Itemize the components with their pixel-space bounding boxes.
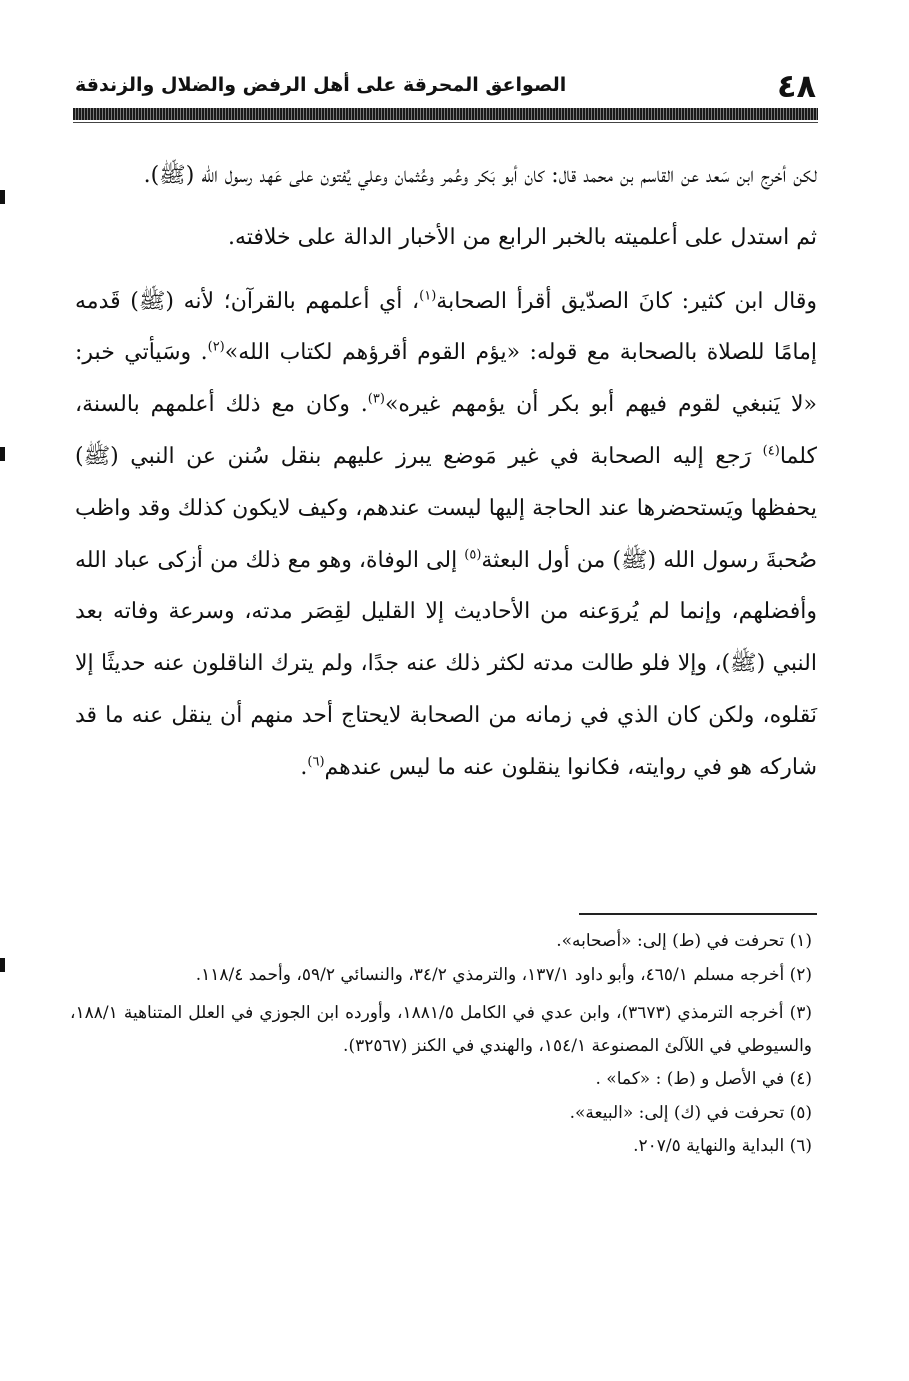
paragraph-3 [75, 276, 817, 794]
footnote-ref-4: (٤) [762, 443, 780, 459]
footnotes [70, 925, 812, 1164]
footnote-1: (١) تحرفت في (ط) إلى: «أصحابه». [556, 931, 812, 951]
header-rule-thin [73, 122, 818, 123]
footnote-2: (٢) أخرجه مسلم ٤٦٥/١، وأبو داود ١٣٧/١، والترمذي ٣٤/٢، والنسائي ٥٩/٢، وأحمد ١١٨/٤. [195, 964, 812, 985]
margin-mark [0, 447, 5, 461]
footnote-5: (٥) تحرفت في (ك) إلى: «البيعة». [569, 1102, 812, 1123]
footnote-6: (٦) البداية والنهاية ٢٠٧/٥. [633, 1136, 812, 1156]
margin-mark [0, 190, 5, 204]
paragraph-3-text: رَجع إليه الصحابة في غير مَوضع يبرز عليهم بنقل سُنن عن النبي (ﷺ) يحفظها ويَستحضرها عند الحاجة إليها ليست عندهم، وكيف لايكون كذلك وقد واظب صُحبةَ رسول الله (ﷺ) من أول البعثة [75, 443, 817, 573]
paragraph-3-text: ، أي أعلمهم بالقرآن؛ لأنه (ﷺ) قَدمه إمامًا للصلاة بالصحابة مع قوله: «يؤم القوم أقرؤهم لكتاب الله» [75, 288, 817, 366]
main-text [75, 150, 817, 794]
footnote-4: (٤) في الأصل و (ط) : «كما» . [595, 1069, 812, 1089]
footnote-ref-1: (١) [419, 288, 437, 304]
footnote-3: (٣) أخرجه الترمذي (٣٦٧٣)، وابن عدي في الكامل ١٨٨١/٥، وأورده ابن الجوزي في العلل المتناهية ١٨٨/١، والسيوطي في اللآلئ المصنوعة ١٥٤/١، والهندي في الكنز (٣٢٥٦٧). [70, 1003, 812, 1056]
paragraph-1: لكن أخرج ابن سَعد عن القاسم بن محمد قال: كان أبو بَكر وعُمر وعُثمان وعلي يُفتون على عَهد رسول الله (ﷺ). [143, 163, 817, 188]
footnote-ref-6: (٦) [307, 754, 325, 770]
paragraph-3-text: وقال ابن كثير: كانَ الصدّيق أقرأ الصحابة [436, 288, 817, 314]
footnote-separator [579, 913, 817, 915]
paragraph-3-text: إلى الوفاة، وهو مع ذلك من أزكى عباد الله وأفضلهم، وإنما لم يُروَعنه من الأحاديث إلا القليل لقِصَر مدته، وسرعة وفاته بعد النبي (ﷺ)، وإلا فلو طالت مدته لكثر ذلك عنه جدًا، ولم يترك الناقلون عنه حديثًا إلا نَقلوه، ولكن كان الذي في زمانه من الصحابة لايحتاج أحد منهم أن ينقل عنه ما قد شاركه هو في روايته، فكانوا ينقلون عنه ما ليس عندهم [75, 547, 817, 780]
paragraph-3-text: . وسَيأتي خبر: «لا يَنبغي لقوم فيهم أبو بكر أن يؤمهم غيره» [75, 340, 817, 418]
running-title: الصواعق المحرقة على أهل الرفض والضلال والزندقة [75, 74, 567, 96]
footnote-ref-2: (٢) [207, 340, 225, 356]
header-rule [73, 108, 818, 120]
paragraph-2: ثم استدل على أعلميته بالخبر الرابع من الأخبار الدالة على خلافته. [227, 224, 817, 250]
page-number: ٤٨ [776, 67, 816, 105]
footnote-ref-3: (٣) [367, 391, 385, 407]
paragraph-3-text: . وكان مع ذلك أعلمهم بالسنة، كلما [75, 392, 817, 469]
margin-mark [0, 958, 5, 972]
page-header [75, 66, 816, 106]
paragraph-3-text: . [300, 754, 308, 780]
footnote-ref-5: (٥) [464, 547, 482, 563]
